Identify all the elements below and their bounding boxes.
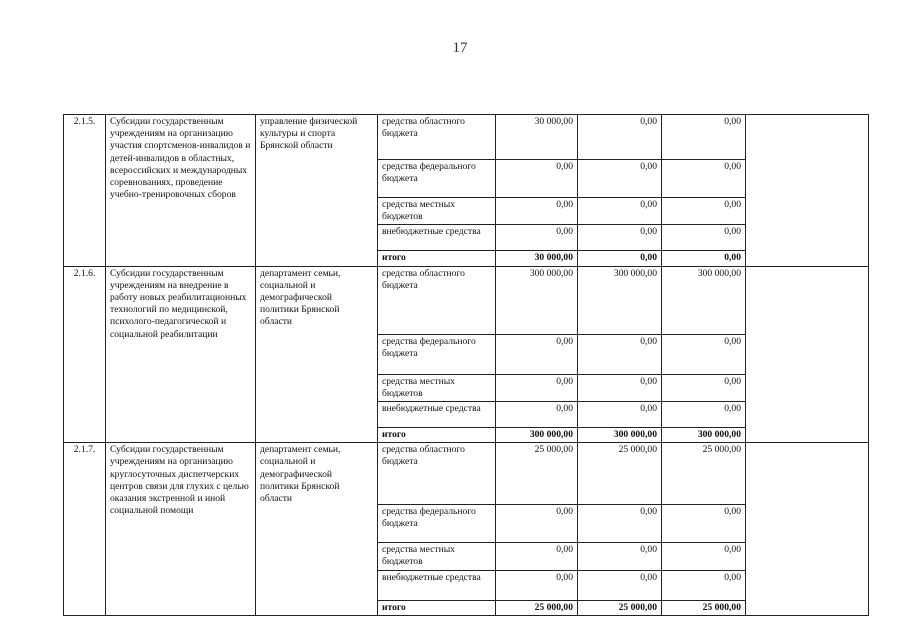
amount-3: 0,00 [662, 505, 746, 543]
amount-1: 0,00 [496, 334, 578, 374]
empty-cell [746, 266, 869, 443]
amount-2: 0,00 [578, 543, 662, 570]
total-amount-2: 300 000,00 [578, 428, 662, 443]
amount-1: 0,00 [496, 225, 578, 251]
empty-cell [746, 115, 869, 267]
amount-1: 0,00 [496, 198, 578, 225]
amount-3: 0,00 [662, 160, 746, 198]
total-amount-2: 0,00 [578, 251, 662, 266]
item-executor: департамент семьи, социальной и демографической политики Брянской области [256, 266, 378, 443]
empty-cell [746, 443, 869, 616]
item-executor: управление физической культуры и спорта Брянской области [256, 115, 378, 267]
funding-source: внебюджетные средства [378, 402, 496, 428]
amount-2: 0,00 [578, 225, 662, 251]
funding-source: средства федерального бюджета [378, 505, 496, 543]
page-number: 17 [452, 40, 468, 56]
total-amount-3: 0,00 [662, 251, 746, 266]
amount-1: 30 000,00 [496, 115, 578, 160]
item-number: 2.1.7. [64, 443, 106, 616]
amount-3: 0,00 [662, 198, 746, 225]
funding-source: средства федерального бюджета [378, 334, 496, 374]
item-executor: департамент семьи, социальной и демографической политики Брянской области [256, 443, 378, 616]
funding-source: средства областного бюджета [378, 115, 496, 160]
funding-source: внебюджетные средства [378, 570, 496, 600]
amount-1: 25 000,00 [496, 443, 578, 505]
amount-1: 0,00 [496, 374, 578, 401]
total-amount-3: 300 000,00 [662, 428, 746, 443]
amount-2: 0,00 [578, 334, 662, 374]
funding-source: средства федерального бюджета [378, 160, 496, 198]
table-row [64, 266, 869, 334]
amount-2: 0,00 [578, 570, 662, 600]
item-name: Субсидии государственным учреждениям на организацию круглосуточных диспетчерских центров связи для глухих с целью оказания экстренной и иной социальной помощи [106, 443, 256, 616]
amount-3: 0,00 [662, 334, 746, 374]
funding-source: средства местных бюджетов [378, 543, 496, 570]
amount-2: 0,00 [578, 402, 662, 428]
amount-3: 0,00 [662, 115, 746, 160]
total-amount-1: 300 000,00 [496, 428, 578, 443]
amount-3: 0,00 [662, 570, 746, 600]
amount-2: 300 000,00 [578, 266, 662, 334]
amount-1: 0,00 [496, 402, 578, 428]
amount-3: 300 000,00 [662, 266, 746, 334]
item-number: 2.1.5. [64, 115, 106, 267]
amount-2: 0,00 [578, 374, 662, 401]
amount-2: 0,00 [578, 505, 662, 543]
amount-3: 25 000,00 [662, 443, 746, 505]
amount-3: 0,00 [662, 374, 746, 401]
total-amount-1: 25 000,00 [496, 600, 578, 615]
funding-source: средства местных бюджетов [378, 374, 496, 401]
item-name: Субсидии государственным учреждениям на внедрение в работу новых реабилитационных технологий по медицинской, психолого-педагогической и социальной реабилитации [106, 266, 256, 443]
funding-source: средства местных бюджетов [378, 198, 496, 225]
amount-1: 300 000,00 [496, 266, 578, 334]
item-number: 2.1.6. [64, 266, 106, 443]
funding-source: средства областного бюджета [378, 443, 496, 505]
amount-3: 0,00 [662, 225, 746, 251]
amount-1: 0,00 [496, 160, 578, 198]
total-amount-2: 25 000,00 [578, 600, 662, 615]
table-row [64, 115, 869, 160]
total-amount-3: 25 000,00 [662, 600, 746, 615]
budget-table [63, 114, 869, 616]
total-label: итого [378, 600, 496, 615]
amount-1: 0,00 [496, 543, 578, 570]
amount-3: 0,00 [662, 402, 746, 428]
funding-source: средства областного бюджета [378, 266, 496, 334]
total-amount-1: 30 000,00 [496, 251, 578, 266]
funding-source: внебюджетные средства [378, 225, 496, 251]
amount-1: 0,00 [496, 505, 578, 543]
item-name: Субсидии государственным учреждениям на организацию участия спортсменов-инвалидов и детей-инвалидов в областных, всероссийских и международных соревнованиях, проведение учебно-тренировочных сборов [106, 115, 256, 267]
amount-2: 25 000,00 [578, 443, 662, 505]
amount-2: 0,00 [578, 198, 662, 225]
amount-2: 0,00 [578, 115, 662, 160]
total-label: итого [378, 428, 496, 443]
total-label: итого [378, 251, 496, 266]
amount-1: 0,00 [496, 570, 578, 600]
amount-3: 0,00 [662, 543, 746, 570]
amount-2: 0,00 [578, 160, 662, 198]
table-row [64, 443, 869, 505]
